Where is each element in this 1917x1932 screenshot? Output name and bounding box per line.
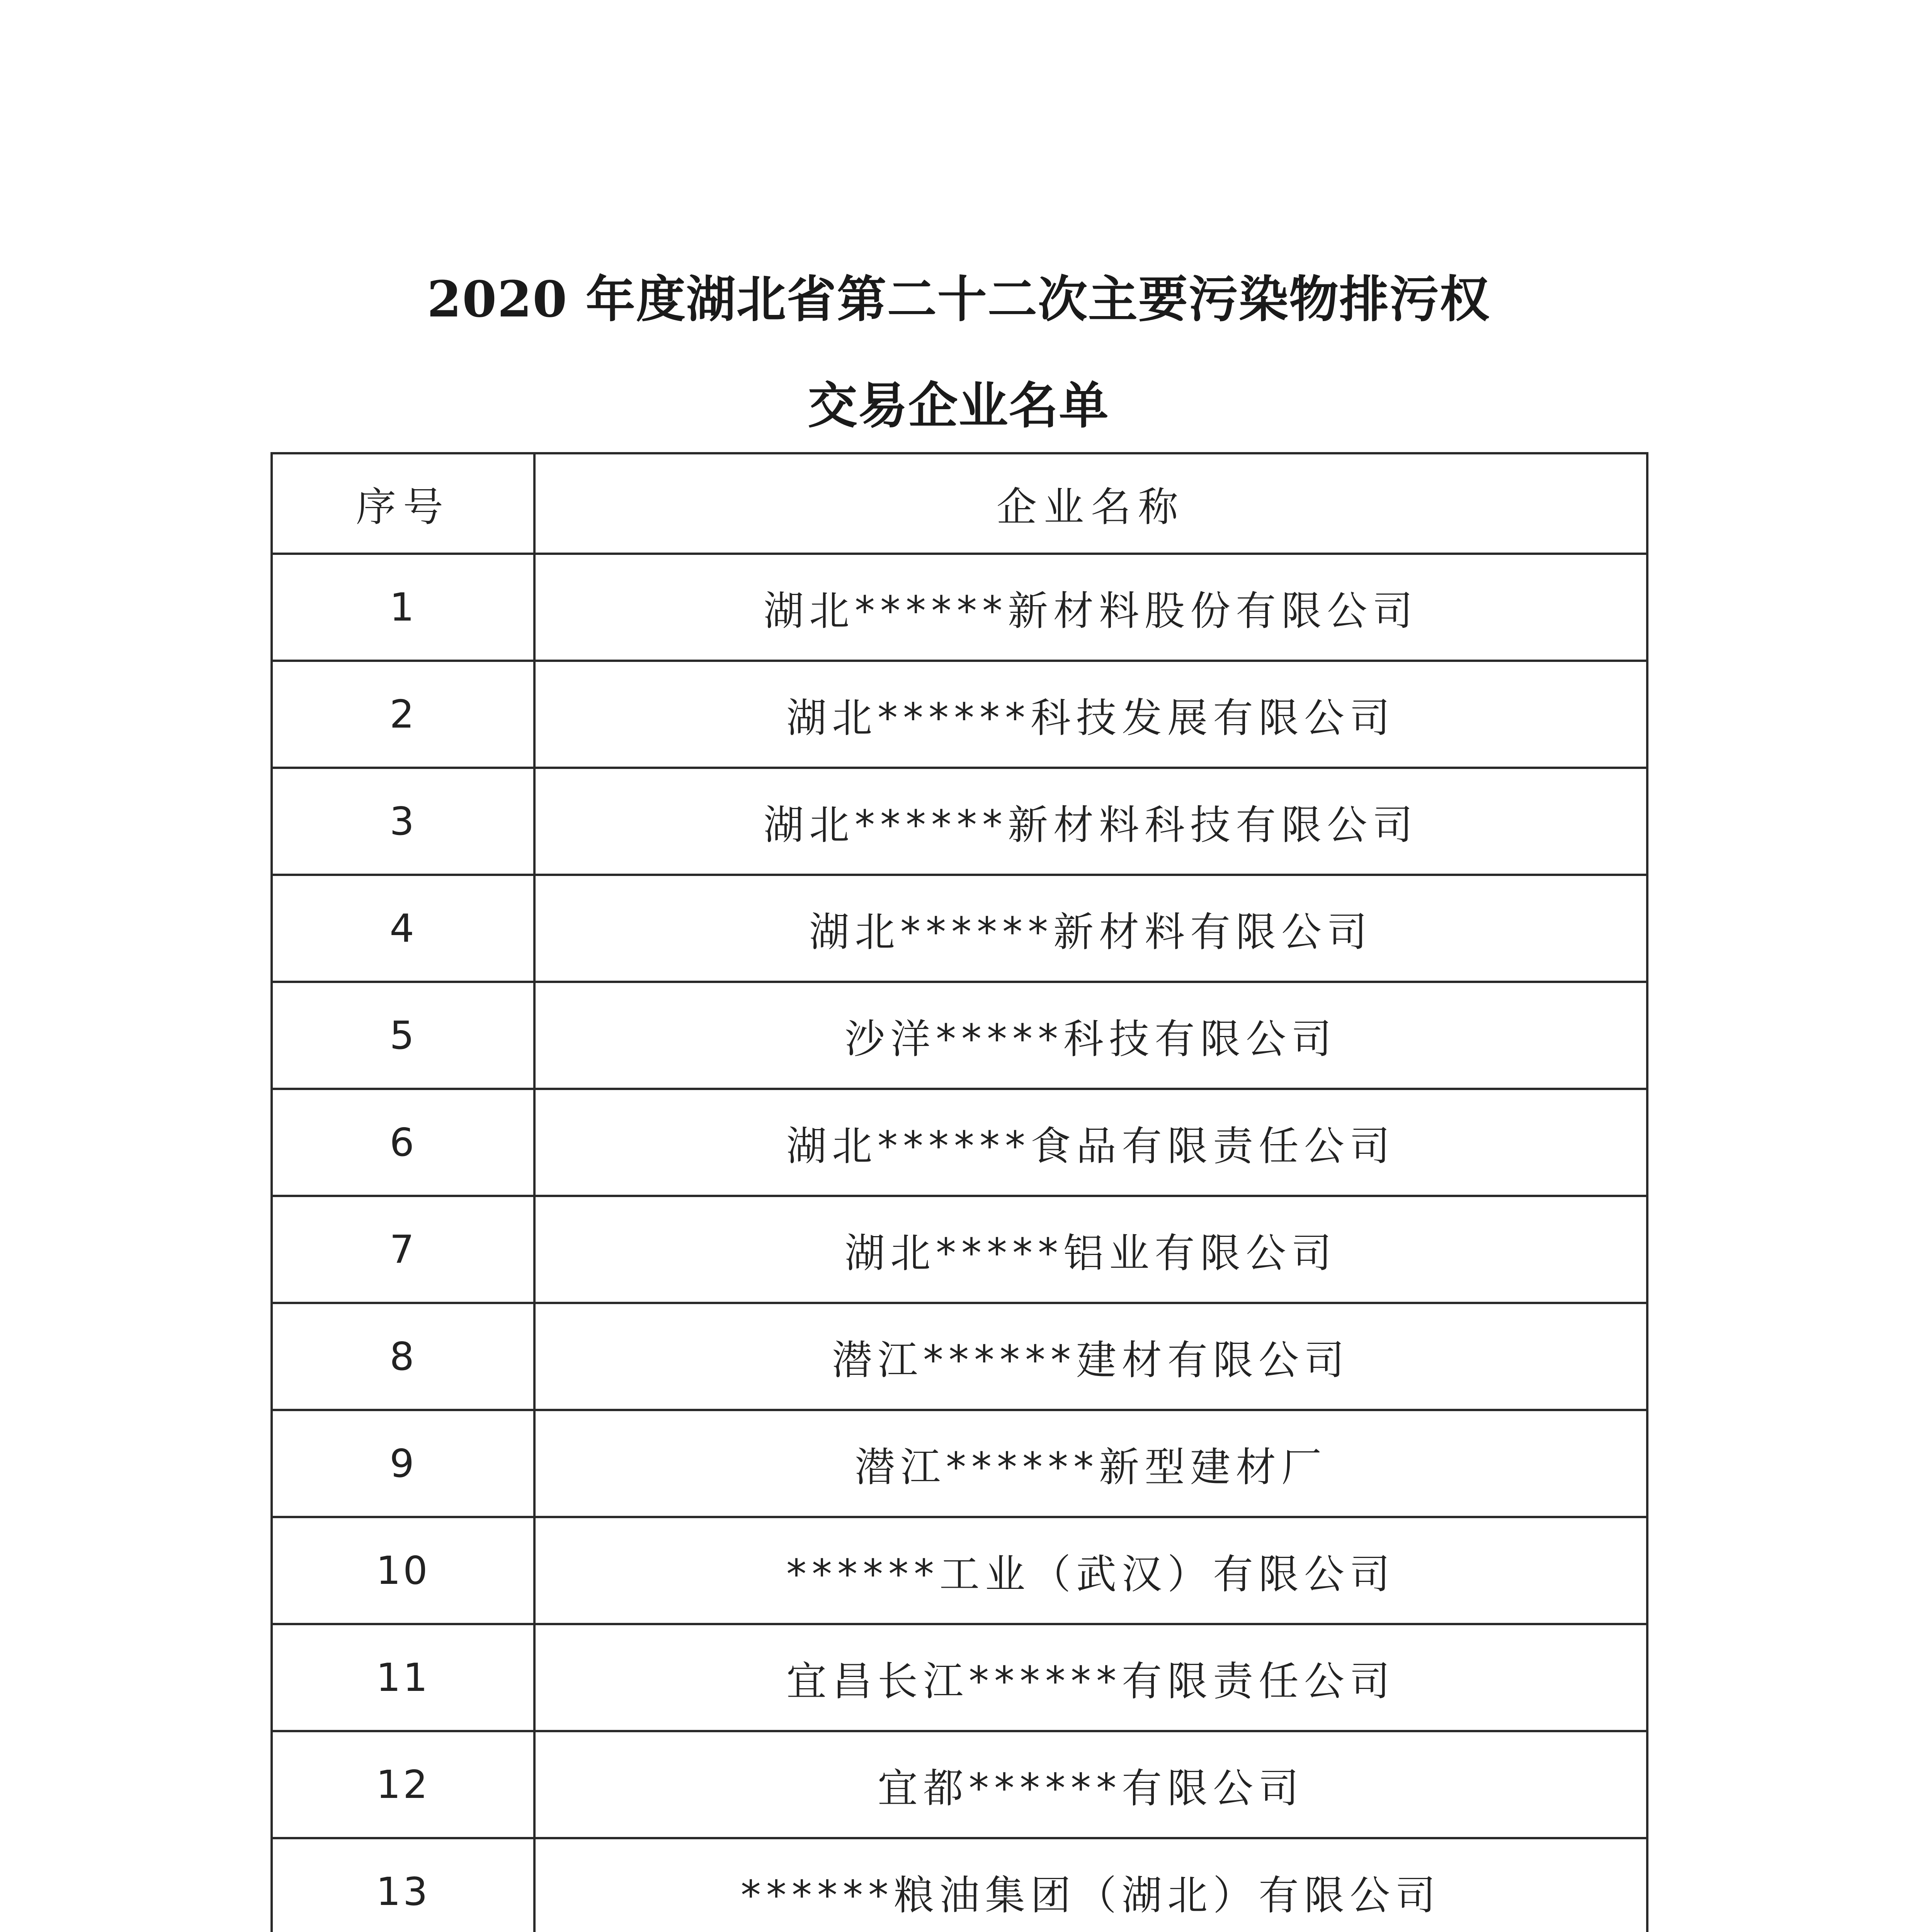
company-name-cell: 湖北*****铝业有限公司 bbox=[534, 1196, 1647, 1303]
company-name-cell: ******工业（武汉）有限公司 bbox=[534, 1517, 1647, 1624]
company-name-cell: ******粮油集团（湖北）有限公司 bbox=[534, 1838, 1647, 1932]
row-index-cell: 2 bbox=[272, 661, 534, 768]
document-title-line1: 2020 年度湖北省第二十二次主要污染物排污权 bbox=[427, 270, 1490, 328]
row-index-cell: 3 bbox=[272, 768, 534, 875]
company-name-cell: 湖北******新材料科技有限公司 bbox=[534, 768, 1647, 875]
table-row bbox=[272, 768, 1647, 875]
table-row bbox=[272, 1089, 1647, 1196]
row-index-cell: 1 bbox=[272, 554, 534, 661]
document-title-line2: 交易企业名单 bbox=[808, 377, 1109, 435]
row-index-cell: 4 bbox=[272, 875, 534, 982]
row-index-cell: 5 bbox=[272, 982, 534, 1089]
table-row bbox=[272, 1731, 1647, 1838]
company-name-cell: 潜江******新型建材厂 bbox=[534, 1410, 1647, 1517]
company-list-body bbox=[272, 453, 1647, 1932]
row-index-cell: 7 bbox=[272, 1196, 534, 1303]
table-row bbox=[272, 982, 1647, 1089]
table-row bbox=[272, 1517, 1647, 1624]
table-row bbox=[272, 661, 1647, 768]
company-name-cell: 湖北******科技发展有限公司 bbox=[534, 661, 1647, 768]
company-list-table bbox=[270, 452, 1648, 1932]
row-index-cell: 12 bbox=[272, 1731, 534, 1838]
row-index-cell: 6 bbox=[272, 1089, 534, 1196]
company-name-cell: 潜江******建材有限公司 bbox=[534, 1303, 1647, 1410]
company-name-cell: 湖北******新材料股份有限公司 bbox=[534, 554, 1647, 661]
table-row bbox=[272, 1838, 1647, 1932]
company-name-cell: 宜昌长江******有限责任公司 bbox=[534, 1624, 1647, 1731]
row-index-cell: 10 bbox=[272, 1517, 534, 1624]
table-row bbox=[272, 1410, 1647, 1517]
table-row bbox=[272, 1196, 1647, 1303]
table-row bbox=[272, 1303, 1647, 1410]
company-name-cell: 湖北******食品有限责任公司 bbox=[534, 1089, 1647, 1196]
row-index-cell: 11 bbox=[272, 1624, 534, 1731]
company-name-cell: 湖北******新材料有限公司 bbox=[534, 875, 1647, 982]
row-index-cell: 9 bbox=[272, 1410, 534, 1517]
table-header-row bbox=[272, 453, 1647, 554]
row-index-cell: 8 bbox=[272, 1303, 534, 1410]
company-name-cell: 沙洋*****科技有限公司 bbox=[534, 982, 1647, 1089]
table-row bbox=[272, 1624, 1647, 1731]
header-index: 序号 bbox=[272, 453, 534, 554]
company-name-cell: 宜都******有限公司 bbox=[534, 1731, 1647, 1838]
table-row bbox=[272, 875, 1647, 982]
header-company-name: 企业名称 bbox=[534, 453, 1647, 554]
row-index-cell: 13 bbox=[272, 1838, 534, 1932]
table-row bbox=[272, 554, 1647, 661]
